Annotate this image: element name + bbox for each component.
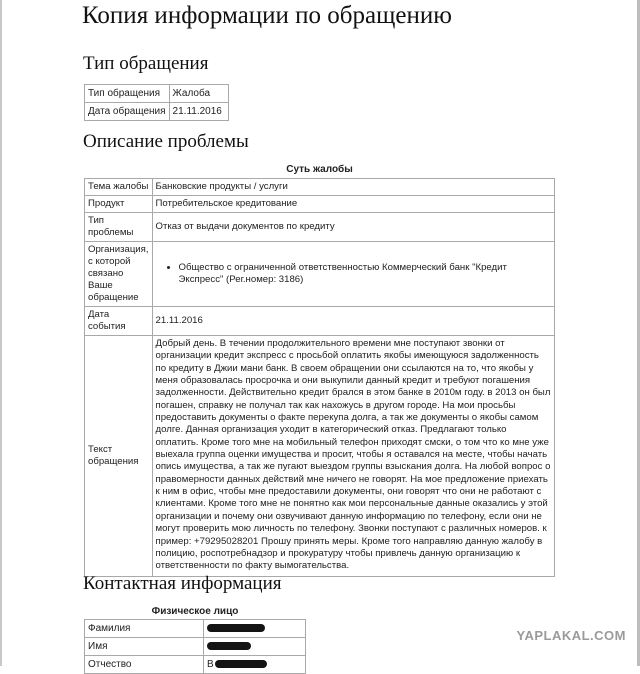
left-border: [0, 0, 2, 666]
row-value: Жалоба: [169, 85, 228, 103]
list-item: • Общество с ограниченной ответственностью Коммерческий банк "Кредит Экспресс" (Рег.номер: 3186): [179, 262, 551, 286]
patronymic-label: Отчество: [85, 656, 204, 674]
watermark: YAPLAKAL.COM: [516, 628, 626, 643]
problem-type-label: Тип проблемы: [85, 213, 153, 242]
table-row: [85, 103, 229, 121]
name-label: Имя: [85, 638, 204, 656]
patronymic-value: [204, 656, 306, 674]
product-value: Потребительское кредитование: [152, 196, 554, 213]
complaint-text: Добрый день. В течении продолжительного времени мне поступают звонки от организации кредит экспресс с просьбой оплатить якобы имеющуюся задолженность по кредиту в Джии мани банк. В своем обращении они ссылаются на то, что якобы у меня образовалась просрочка и они выкупили данный кредит и требуют погашения задолженности. Действительно кредит брался в этом банке в 2010м году. в 2013 он был погашен, справку не получал так как нахожусь в другом городе. На мои просьбы предоставить документы о факте перекупа долга, а так же документы о якобы самом долге. Данная организация уходит в категорический отказ. Предлагают только оплатить. Кроме того мне на мобильный телефон приходят смски, о том что ко мне уже выехала группа оценки имущества и просит, чтобы я оставался на месте, чтобы начать опись имущества, а так же пугают выездом группы взыскания долга. На любой вопрос о правомерности данных действий мне ничего не говорят. На мое предложение приехать к ним в офис, чтобы мне предоставили документы, они говорят что они не работают с клиентами. Кроме того мне не понятно как мои персональные данные оказались у этой организации и почему они озвучивают данную информацию по телефону, если они не могут проверить мою личность по телефону. Звонки поступают с различных номеров. к пример: +79295028201 Прошу принять меры. Кроме того направляю данную жалобу в полицию, роспотребнадзор и прокуратуру чтобы привлечь данную организацию к ответственности по факту вымогательства.: [152, 336, 554, 577]
surname-label: Фамилия: [85, 620, 204, 638]
organization-value: [152, 242, 554, 307]
table-row: [85, 213, 555, 242]
table-row: [85, 242, 555, 307]
event-date-label: Дата события: [85, 307, 153, 336]
section-heading-request-type: Тип обращения: [83, 53, 209, 74]
table-row: [85, 307, 555, 336]
table-row: [85, 85, 229, 103]
row-label: Дата обращения: [85, 103, 170, 121]
complaint-details-table: [84, 178, 555, 577]
contact-caption: Физическое лицо: [151, 606, 239, 617]
name-value: [204, 638, 306, 656]
complaint-text-label: Текст обращения: [85, 336, 153, 577]
table-row: [85, 196, 555, 213]
row-label: Тип обращения: [85, 85, 170, 103]
table-row: [85, 179, 555, 196]
surname-value: [204, 620, 306, 638]
table-row: [85, 656, 306, 674]
organization-list: [156, 262, 551, 286]
complaint-caption: Суть жалобы: [286, 164, 353, 175]
product-label: Продукт: [85, 196, 153, 213]
table-row: [85, 620, 306, 638]
section-heading-contact: Контактная информация: [83, 573, 282, 594]
section-heading-problem: Описание проблемы: [83, 131, 249, 152]
request-type-table: [84, 84, 229, 121]
table-row: [85, 336, 555, 577]
theme-label: Тема жалобы: [85, 179, 153, 196]
redaction-scribble: [207, 642, 251, 650]
row-value: 21.11.2016: [169, 103, 228, 121]
event-date-value: 21.11.2016: [152, 307, 554, 336]
table-row: [85, 638, 306, 656]
redaction-scribble: [215, 660, 267, 668]
theme-value: Банковские продукты / услуги: [152, 179, 554, 196]
organization-label: Организация, с которой связано Ваше обращение: [85, 242, 153, 307]
patronymic-initial: В: [207, 658, 214, 670]
page-title: Копия информации по обращению: [82, 2, 452, 29]
problem-type-value: Отказ от выдачи документов по кредиту: [152, 213, 554, 242]
redaction-scribble: [207, 624, 265, 632]
